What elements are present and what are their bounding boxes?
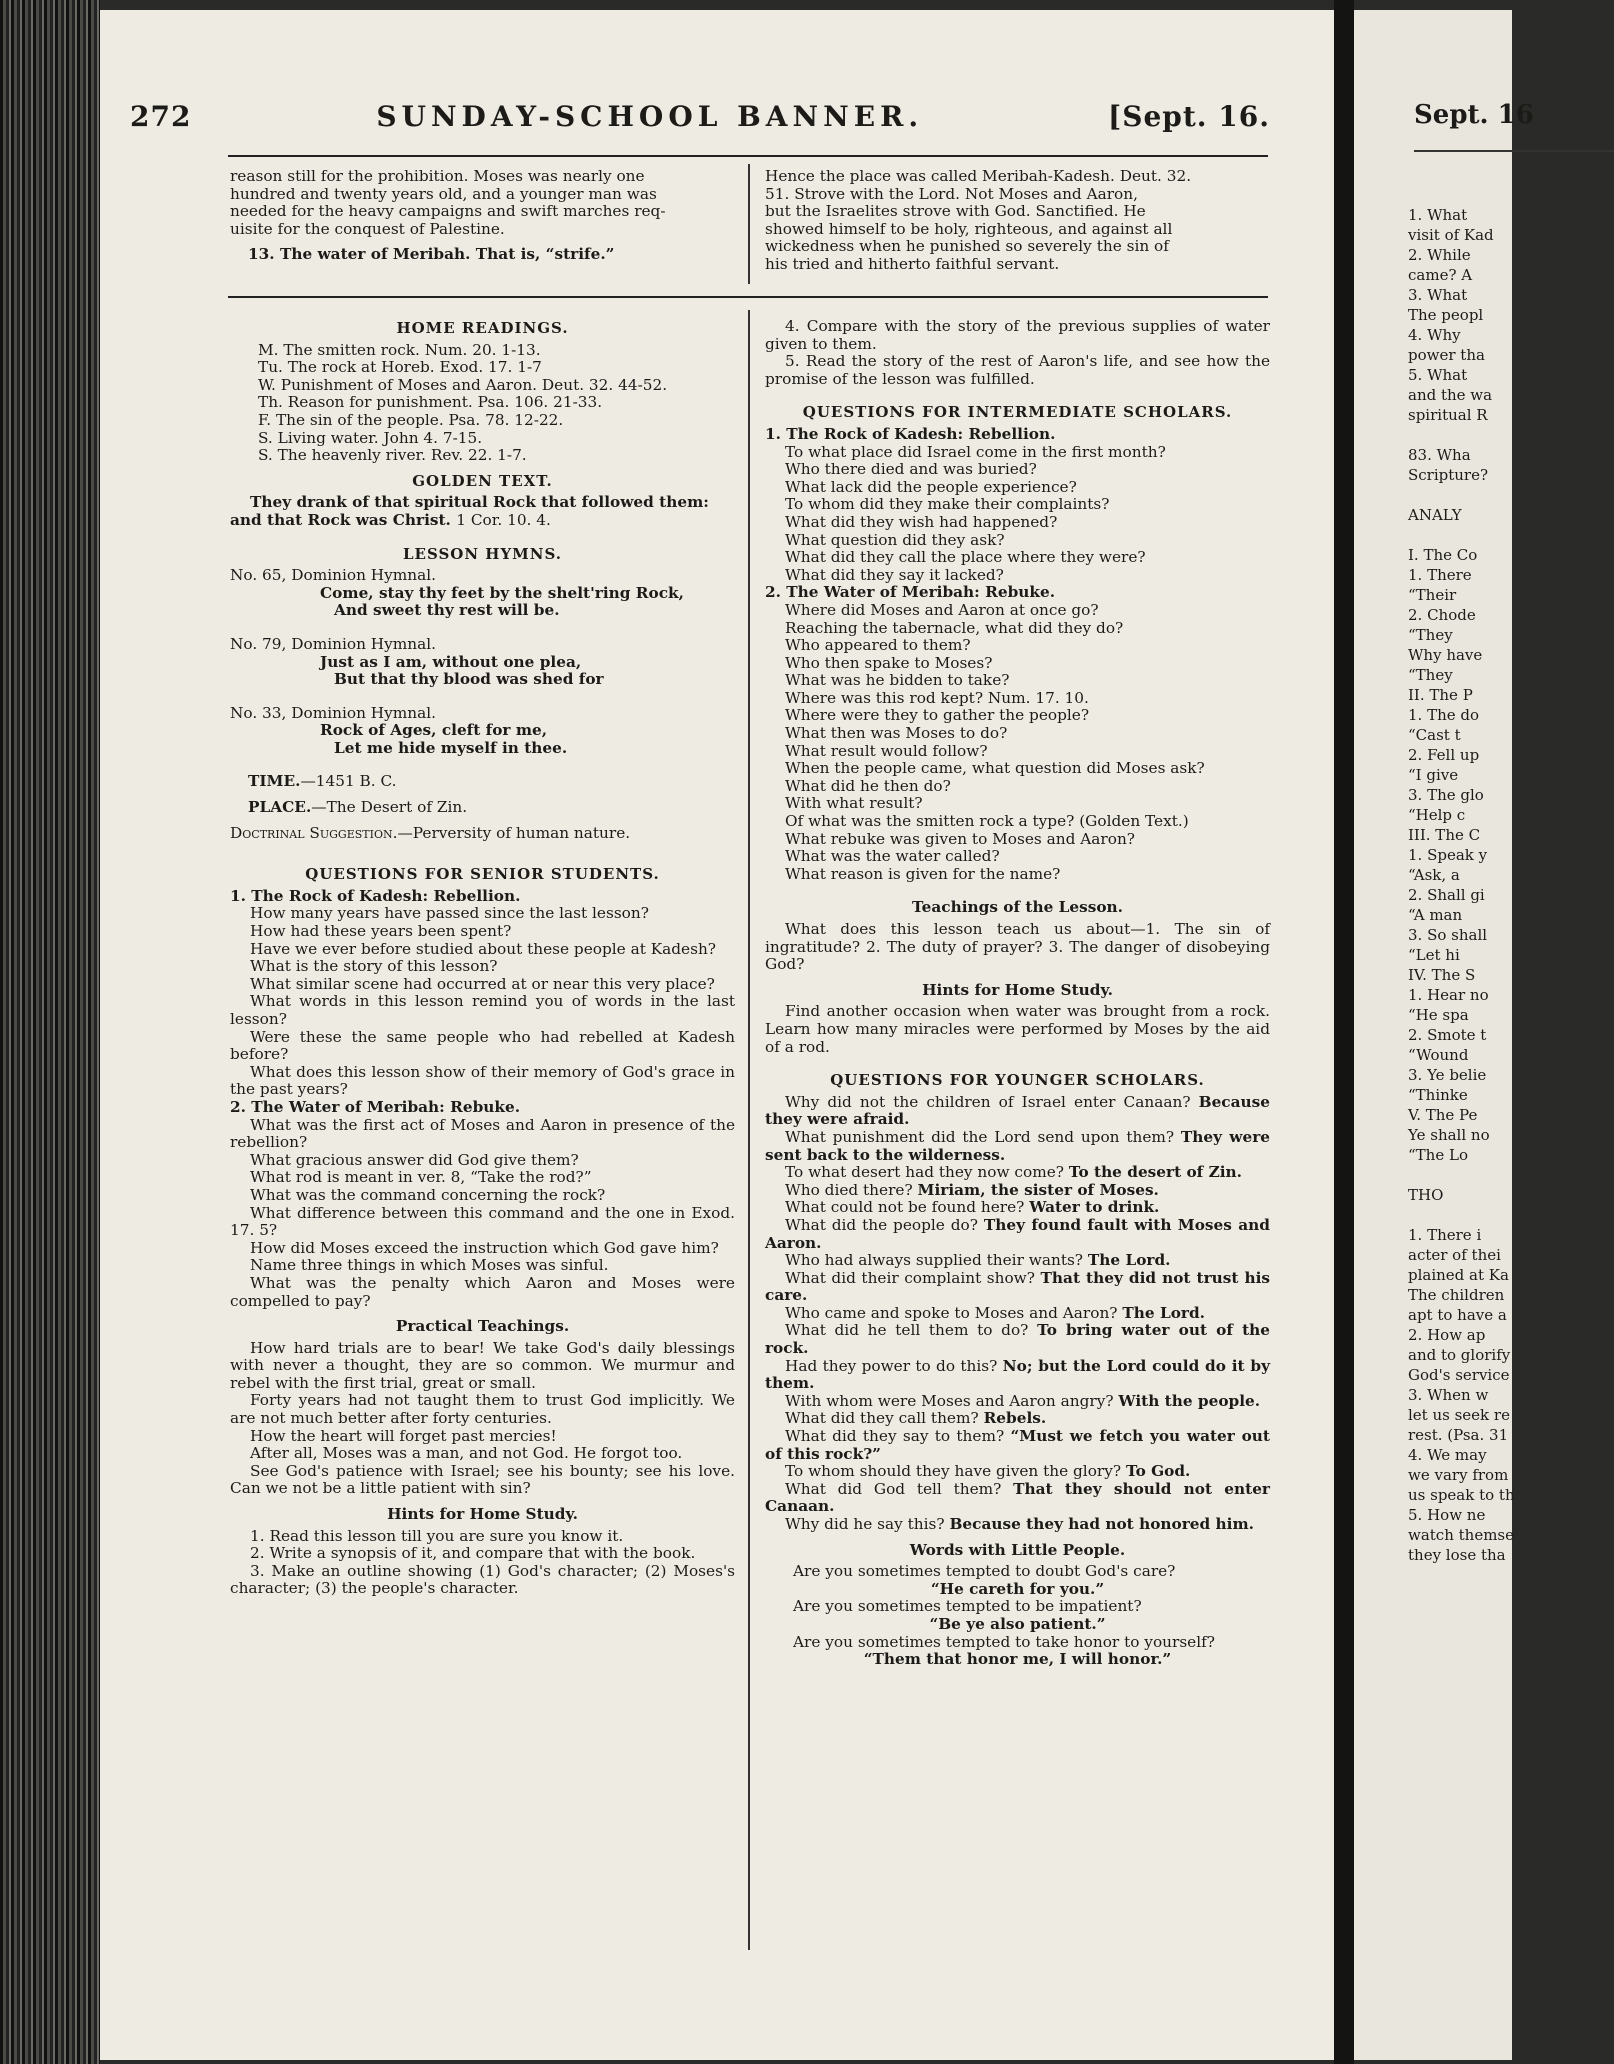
next-page-line: and to glorify: [1408, 1346, 1511, 1364]
next-page-line: watch themse: [1408, 1526, 1515, 1544]
intermediate-question: What did they call the place where they were?: [785, 548, 1146, 567]
next-page-fragment: [1354, 10, 1534, 2060]
practical-paragraphs: [230, 1340, 735, 1498]
younger-question: With whom were Moses and Aaron angry?: [785, 1391, 1114, 1410]
next-page-line: spiritual R: [1408, 406, 1488, 424]
intermediate-section-2: 2. The Water of Meribah: Rebuke.: [765, 583, 1056, 602]
younger-qa: [765, 1516, 1270, 1534]
senior-questions-2: [230, 1117, 735, 1311]
intermediate-question: What question did they ask?: [785, 530, 1005, 549]
home-reading-item: M. The smitten rock. Num. 20. 1-13.: [258, 340, 541, 359]
next-page-line: 2. While: [1408, 246, 1471, 264]
younger-qa: [765, 1164, 1270, 1182]
top-right-lines: [765, 168, 1270, 274]
younger-qa: [765, 1252, 1270, 1270]
left-column: [230, 312, 735, 1598]
younger-question: Why did he say this?: [785, 1515, 945, 1533]
intermediate-question: What result would follow?: [785, 741, 988, 760]
teachings-heading: Teachings of the Lesson.: [912, 898, 1123, 917]
intermediate-question: Who there died and was buried?: [785, 460, 1037, 479]
next-page-header: Sept. 16: [1414, 100, 1534, 130]
next-page-line: “Their: [1408, 586, 1457, 604]
right-column: [765, 318, 1270, 1669]
younger-qa-list: [765, 1094, 1270, 1534]
younger-question: What could not be found here?: [785, 1198, 1025, 1217]
younger-question: Had they power to do this?: [785, 1356, 998, 1375]
younger-answer: The Lord.: [1087, 1251, 1171, 1270]
home-reading-item: F. The sin of the people. Psa. 78. 12-22.: [258, 410, 564, 429]
intermediate-questions-2: [765, 602, 1270, 884]
next-page-line: 1. There i: [1408, 1226, 1482, 1244]
senior-question: What rod is meant in ver. 8, “Take the rod?”: [250, 1168, 592, 1187]
next-page-line: 83. Wha: [1408, 446, 1471, 464]
practical-paragraph: After all, Moses was a man, and not God. He forgot too.: [250, 1444, 683, 1463]
hint-item: 5. Read the story of the rest of Aaron's life, and see how the promise of the lesson was fulfilled.: [765, 352, 1270, 388]
intermediate-question: Where was this rod kept? Num. 17. 10.: [785, 688, 1089, 707]
younger-qa: [765, 1182, 1270, 1200]
page-header: [130, 100, 1270, 140]
hints-right-heading: Hints for Home Study.: [922, 980, 1113, 999]
little-question: Are you sometimes tempted to take honor to yourself?: [793, 1632, 1215, 1651]
senior-question: What words in this lesson remind you of words in the last lesson?: [230, 992, 735, 1028]
senior-question: How many years have passed since the last lesson?: [250, 904, 649, 923]
intermediate-question: Of what was the smitten rock a type? (Golden Text.): [785, 812, 1189, 831]
senior-question: What does this lesson show of their memory of God's grace in the past years?: [230, 1062, 735, 1099]
intermediate-question: What rebuke was given to Moses and Aaron?: [785, 829, 1135, 848]
next-page-line: “Cast t: [1408, 726, 1461, 744]
next-page-line: “They: [1408, 666, 1453, 684]
teachings-text: What does this lesson teach us about—1. The sin of ingratitude? 2. The duty of prayer? 3. The danger of disobeying God?: [765, 920, 1270, 974]
continuation-line: hundred and twenty years old, and a younger man was: [230, 184, 657, 203]
next-page-line: apt to have a: [1408, 1306, 1507, 1324]
continuation-line: wickedness when he punished so severely the sin of: [765, 237, 1169, 256]
next-page-line: [1408, 525, 1515, 545]
time-line: TIME.—1451 B. C.: [248, 772, 397, 791]
intermediate-question: To whom did they make their complaints?: [785, 495, 1110, 514]
next-page-lines: [1408, 205, 1515, 1565]
next-page-line: 3. Ye belie: [1408, 1066, 1487, 1084]
header-rule: [228, 155, 1268, 157]
younger-qa: [765, 1270, 1270, 1305]
next-page-line: let us seek re: [1408, 1406, 1510, 1424]
younger-question: To what desert had they now come?: [785, 1163, 1064, 1182]
next-page-line: The peopl: [1408, 306, 1484, 324]
continuation-line: 51. Strove with the Lord. Not Moses and Aaron,: [765, 184, 1138, 203]
younger-answer: That they should not enter Canaan.: [765, 1479, 1270, 1516]
hymn-title: No. 33, Dominion Hymnal.: [230, 703, 436, 722]
section-rule: [228, 296, 1268, 298]
meribah-note: 13. The water of Meribah. That is, “strife.”: [248, 245, 615, 264]
next-page-line: rest. (Psa. 31: [1408, 1426, 1509, 1444]
continuation-line: uisite for the conquest of Palestine.: [230, 219, 505, 238]
home-reading-item: S. Living water. John 4. 7-15.: [258, 428, 483, 447]
next-page-line: [1408, 485, 1515, 505]
senior-question: How had these years been spent?: [250, 922, 512, 941]
senior-question: What similar scene had occurred at or near this very place?: [250, 974, 715, 993]
younger-question: What did they say to them?: [785, 1427, 1005, 1446]
continuation-line: but the Israelites strove with God. Sanctified. He: [765, 202, 1146, 221]
next-page-line: 2. How ap: [1408, 1326, 1486, 1344]
senior-question: Name three things in which Moses was sinful.: [250, 1256, 609, 1275]
intermediate-question: What was the water called?: [785, 847, 1000, 866]
home-reading-item: Th. Reason for punishment. Psa. 106. 21-33.: [258, 393, 603, 412]
hymn-title: No. 65, Dominion Hymnal.: [230, 566, 436, 585]
senior-heading: QUESTIONS FOR SENIOR STUDENTS.: [305, 865, 660, 884]
hints-left-heading: Hints for Home Study.: [387, 1505, 578, 1524]
younger-qa: [765, 1463, 1270, 1481]
next-page-line: [1408, 425, 1515, 445]
senior-question: How did Moses exceed the instruction which God gave him?: [250, 1238, 719, 1257]
intermediate-question: What did they say it lacked?: [785, 565, 1004, 584]
next-page-line: 1. Speak y: [1408, 846, 1488, 864]
little-answer: “He careth for you.”: [930, 1579, 1105, 1598]
next-page-line: power tha: [1408, 346, 1485, 364]
senior-question: What is the story of this lesson?: [250, 957, 498, 976]
intermediate-question: What reason is given for the name?: [785, 864, 1061, 883]
next-page-line: “The Lo: [1408, 1146, 1468, 1164]
hymn-line: But that thy blood was shed for: [334, 670, 604, 689]
home-readings-heading: HOME READINGS.: [396, 319, 569, 337]
intermediate-question: Where did Moses and Aaron at once go?: [785, 600, 1099, 619]
next-page-line: plained at Ka: [1408, 1266, 1509, 1284]
next-page-line: The children: [1408, 1286, 1505, 1304]
continuation-line: reason still for the prohibition. Moses was nearly one: [230, 167, 645, 185]
intermediate-question: What then was Moses to do?: [785, 724, 1008, 743]
younger-answer: To the desert of Zin.: [1068, 1163, 1243, 1182]
younger-question: What did God tell them?: [785, 1479, 1002, 1498]
intermediate-question: Who appeared to them?: [785, 636, 971, 655]
continuation-line: needed for the heavy campaigns and swift marches req-: [230, 202, 666, 221]
next-page-line: 1. Hear no: [1408, 986, 1489, 1004]
next-page-line: “They: [1408, 626, 1453, 644]
senior-question: What was the first act of Moses and Aaron in presence of the rebellion?: [230, 1115, 735, 1152]
practical-paragraph: Forty years had not taught them to trust God implicitly. We are not much better after forty centuries.: [230, 1391, 735, 1428]
next-page-line: “I give: [1408, 766, 1459, 784]
next-page-line: IV. The S: [1408, 966, 1476, 984]
younger-answer: They were sent back to the wilderness.: [765, 1127, 1270, 1164]
younger-qa: [765, 1358, 1270, 1393]
younger-question: Who died there?: [785, 1180, 913, 1199]
next-page-line: 2. Smote t: [1408, 1026, 1487, 1044]
younger-qa: [765, 1305, 1270, 1323]
top-left-block: [230, 168, 735, 264]
hints-left-list: [230, 1528, 735, 1598]
next-page-line: “Help c: [1408, 806, 1466, 824]
top-right-block: [765, 168, 1270, 274]
younger-answer: They found fault with Moses and Aaron.: [765, 1215, 1270, 1252]
spacer: [230, 689, 735, 705]
younger-answer: Rebels.: [983, 1409, 1047, 1428]
column-divider: [748, 310, 750, 1950]
hymn-line: Rock of Ages, cleft for me,: [320, 721, 548, 740]
younger-qa: [765, 1393, 1270, 1411]
next-page-line: came? A: [1408, 266, 1473, 284]
younger-question: To whom should they have given the glory?: [785, 1462, 1122, 1481]
little-question: Are you sometimes tempted to doubt God's care?: [793, 1562, 1176, 1581]
younger-answer: “Must we fetch you water out of this rock?”: [765, 1427, 1270, 1463]
senior-question: What was the penalty which Aaron and Moses were compelled to pay?: [230, 1273, 735, 1310]
little-answer: “Be ye also patient.”: [929, 1614, 1106, 1633]
next-page-line: visit of Kad: [1408, 226, 1494, 244]
younger-heading: QUESTIONS FOR YOUNGER SCHOLARS.: [830, 1071, 1205, 1090]
younger-question: Who came and spoke to Moses and Aaron?: [785, 1303, 1118, 1322]
hymn-line: Let me hide myself in thee.: [334, 738, 568, 757]
next-page-line: 2. Shall gi: [1408, 886, 1485, 904]
intermediate-question: What was he bidden to take?: [785, 671, 1010, 690]
intermediate-questions-1: [765, 444, 1270, 585]
younger-answer: To God.: [1125, 1462, 1191, 1481]
place-line: PLACE.—The Desert of Zin.: [248, 798, 468, 817]
hymn-list: [230, 567, 735, 757]
next-page-line: 5. What: [1408, 366, 1468, 384]
continuation-line: showed himself to be holy, righteous, and against all: [765, 219, 1173, 238]
next-page-line: “Wound: [1408, 1046, 1469, 1064]
senior-section-1: 1. The Rock of Kadesh: Rebellion.: [230, 886, 521, 905]
continuation-line: his tried and hitherto faithful servant.: [765, 254, 1060, 273]
younger-answer: Because they were afraid.: [765, 1092, 1270, 1129]
senior-section-2: 2. The Water of Meribah: Rebuke.: [230, 1097, 521, 1116]
hint-item: 3. Make an outline showing (1) God's character; (2) Moses's character; (3) the people's character.: [230, 1561, 735, 1598]
younger-qa: [765, 1322, 1270, 1357]
hymn-line: And sweet thy rest will be.: [334, 601, 560, 620]
page-date: [Sept. 16.: [1107, 100, 1270, 133]
younger-question: What did he tell them to do?: [785, 1321, 1029, 1340]
senior-question: Were these the same people who had rebelled at Kadesh before?: [230, 1027, 735, 1064]
golden-text: They drank of that spiritual Rock that followed them: and that Rock was Christ. 1 Cor. 10. 4.: [230, 493, 709, 529]
golden-text-heading: GOLDEN TEXT.: [412, 471, 553, 490]
next-page-line: “Thinke: [1408, 1086, 1468, 1104]
senior-question: Have we ever before studied about these people at Kadesh?: [250, 939, 717, 958]
intermediate-question: What lack did the people experience?: [785, 477, 1077, 496]
next-page-line: 1. The do: [1408, 706, 1480, 724]
younger-answer: Because they had not honored him.: [949, 1515, 1254, 1533]
page-number: 272: [130, 100, 192, 133]
next-page-line: “A man: [1408, 906, 1463, 924]
home-reading-item: W. Punishment of Moses and Aaron. Deut. 32. 44-52.: [258, 375, 668, 394]
next-page-line: [1408, 1165, 1515, 1185]
hymn-line: Just as I am, without one plea,: [320, 652, 582, 671]
younger-answer: Water to drink.: [1029, 1198, 1160, 1217]
next-page-line: “Let hi: [1408, 946, 1460, 964]
younger-qa: [765, 1199, 1270, 1217]
top-left-lines: [230, 168, 735, 238]
intermediate-section-1: 1. The Rock of Kadesh: Rebellion.: [765, 424, 1056, 443]
younger-answer: To bring water out of the rock.: [765, 1321, 1270, 1358]
intermediate-question: With what result?: [785, 794, 923, 813]
lesson-hymns-heading: LESSON HYMNS.: [402, 544, 563, 563]
senior-question: What difference between this command and the one in Exod. 17. 5?: [230, 1203, 735, 1240]
page-gutter: [1334, 0, 1354, 2064]
younger-question: Why did not the children of Israel enter Canaan?: [785, 1092, 1191, 1111]
next-page-line: they lose tha: [1408, 1546, 1506, 1564]
next-page-line: 3. What: [1408, 286, 1468, 304]
next-page-line: and the wa: [1408, 386, 1493, 404]
hint-item: 4. Compare with the story of the previous supplies of water given to them.: [765, 317, 1270, 353]
next-page-line: 3. The glo: [1408, 786, 1484, 804]
next-page-line: 1. There: [1408, 566, 1472, 584]
top-column-divider: [748, 164, 750, 284]
next-page-line: 3. When w: [1408, 1386, 1489, 1404]
continuation-line: Hence the place was called Meribah-Kadesh. Deut. 32.: [765, 167, 1192, 185]
younger-answer: No; but the Lord could do it by them.: [765, 1356, 1270, 1393]
page-title: SUNDAY-SCHOOL BANNER.: [376, 100, 924, 133]
little-question: Are you sometimes tempted to be impatient?: [793, 1597, 1142, 1616]
next-page-line: Why have: [1408, 646, 1483, 664]
younger-qa: [765, 1094, 1270, 1129]
intermediate-question: Who then spake to Moses?: [785, 653, 993, 672]
intermediate-question: Where were they to gather the people?: [785, 706, 1090, 725]
home-reading-item: Tu. The rock at Horeb. Exod. 17. 1-7: [258, 358, 542, 377]
younger-question: What did they call them?: [785, 1409, 979, 1428]
younger-qa: [765, 1410, 1270, 1428]
senior-question: What gracious answer did God give them?: [250, 1150, 579, 1169]
intermediate-question: What did he then do?: [785, 776, 951, 795]
next-page-line: THO: [1408, 1186, 1444, 1204]
hint-item: 2. Write a synopsis of it, and compare that with the book.: [250, 1544, 696, 1563]
next-page-line: 2. Chode: [1408, 606, 1476, 624]
hint-item: 1. Read this lesson till you are sure you know it.: [250, 1526, 624, 1545]
home-readings-list: [230, 342, 735, 465]
next-page-line: we vary from: [1408, 1466, 1509, 1484]
younger-question: What punishment did the Lord send upon them?: [785, 1127, 1175, 1146]
home-reading-item: S. The heavenly river. Rev. 22. 1-7.: [258, 446, 527, 465]
next-page-line: us speak to th: [1408, 1486, 1515, 1504]
younger-question: Who had always supplied their wants?: [785, 1251, 1084, 1270]
intermediate-question: To what place did Israel come in the first month?: [785, 442, 1166, 461]
younger-question: What did their complaint show?: [785, 1268, 1035, 1287]
younger-answer: Miriam, the sister of Moses.: [917, 1180, 1159, 1199]
next-page-line: 2. Fell up: [1408, 746, 1480, 764]
next-page-line: Ye shall no: [1408, 1126, 1490, 1144]
next-page-line: 4. We may: [1408, 1446, 1487, 1464]
right-top-items: [765, 318, 1270, 388]
next-page-line: II. The P: [1408, 686, 1473, 704]
little-answer: “Them that honor me, I will honor.”: [863, 1650, 1172, 1669]
next-page-rule: [1414, 150, 1614, 152]
next-page-line: God's service: [1408, 1366, 1510, 1384]
practical-paragraph: How hard trials are to bear! We take God's daily blessings with never a thought, they are so common. We murmur and rebel with the first trial, great or small.: [230, 1338, 735, 1392]
next-page-line: acter of thei: [1408, 1246, 1501, 1264]
next-page-line: [1408, 1205, 1515, 1225]
hints-right-text: Find another occasion when water was brought from a rock. Learn how many miracles were performed by Moses by the aid of a rod.: [765, 1002, 1270, 1056]
next-page-line: Scripture?: [1408, 466, 1489, 484]
younger-answer: That they did not trust his care.: [765, 1268, 1270, 1305]
next-page-line: 4. Why: [1408, 326, 1461, 344]
senior-question: What was the command concerning the rock?: [250, 1185, 606, 1204]
little-people-heading: Words with Little People.: [909, 1540, 1126, 1559]
next-page-line: 3. So shall: [1408, 926, 1488, 944]
younger-answer: The Lord.: [1122, 1303, 1205, 1322]
intermediate-question: What did they wish had happened?: [785, 512, 1058, 531]
intermediate-heading: QUESTIONS FOR INTERMEDIATE SCHOLARS.: [802, 403, 1233, 422]
doctrinal-line: Doctrinal Suggestion.—Perversity of human nature.: [230, 823, 631, 842]
younger-qa: [765, 1428, 1270, 1463]
next-page-line: “He spa: [1408, 1006, 1469, 1024]
practical-heading: Practical Teachings.: [395, 1317, 570, 1336]
intermediate-question: Reaching the tabernacle, what did they do?: [785, 618, 1124, 637]
senior-questions-1: [230, 905, 735, 1099]
next-page-line: 1. What: [1408, 206, 1468, 224]
intermediate-question: When the people came, what question did Moses ask?: [785, 759, 1205, 778]
little-people-list: [765, 1563, 1270, 1669]
hymn-line: Come, stay thy feet by the shelt'ring Rock,: [320, 583, 684, 602]
younger-qa: [765, 1129, 1270, 1164]
practical-paragraph: See God's patience with Israel; see his bounty; see his love. Can we not be a little patient with sin?: [230, 1461, 735, 1498]
next-page-line: “Ask, a: [1408, 866, 1460, 884]
younger-question: What did the people do?: [785, 1215, 978, 1234]
next-page-line: V. The Pe: [1408, 1106, 1478, 1124]
younger-qa: [765, 1217, 1270, 1252]
younger-answer: With the people.: [1118, 1391, 1261, 1410]
book-binding: [0, 0, 100, 2064]
next-page-line: 5. How ne: [1408, 1506, 1486, 1524]
next-page-line: ANALY: [1408, 506, 1462, 524]
younger-qa: [765, 1481, 1270, 1516]
hymn-title: No. 79, Dominion Hymnal.: [230, 634, 436, 653]
spacer: [230, 620, 735, 636]
next-page-line: I. The Co: [1408, 546, 1478, 564]
practical-paragraph: How the heart will forget past mercies!: [250, 1426, 557, 1445]
next-page-line: III. The C: [1408, 826, 1481, 844]
